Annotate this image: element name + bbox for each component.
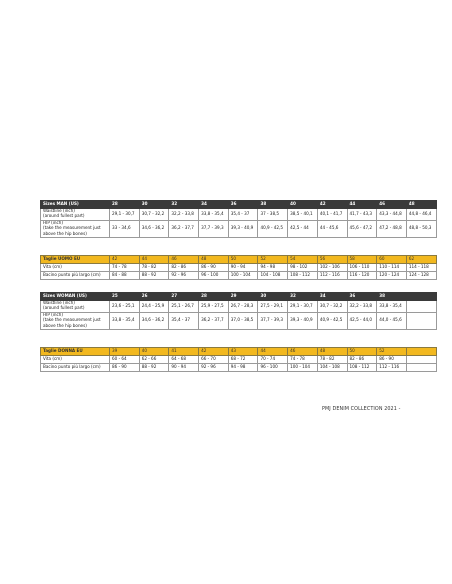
size-cell: 24,4 - 25,9 [139, 301, 169, 313]
row-label: Taglie UOMO EU [41, 256, 110, 264]
size-cell: 38,5 - 40,1 [288, 209, 318, 221]
size-cell: 34,6 - 36,2 [139, 312, 169, 329]
size-cell: 44,8 - 46,4 [406, 209, 436, 221]
size-cell: 47,2 - 48,8 [377, 220, 407, 237]
size-cell: 50 [347, 348, 377, 356]
size-cell: 96 - 100 [258, 364, 288, 372]
size-cell: 42 [317, 201, 347, 209]
size-cell: 104 - 108 [258, 272, 288, 280]
size-cell: 124 - 128 [406, 272, 436, 280]
size-cell: 40,1 - 41,7 [317, 209, 347, 221]
size-cell: 28 [110, 201, 140, 209]
size-cell: 40 [139, 348, 169, 356]
size-cell: 88 - 92 [139, 272, 169, 280]
size-cell: 82 - 86 [347, 356, 377, 364]
size-cell: 42,5 - 44 [288, 220, 318, 237]
size-cell: 44 - 45,6 [317, 220, 347, 237]
size-cell: 40,9 - 42,5 [258, 220, 288, 237]
size-cell: 37,7 - 39,3 [199, 220, 229, 237]
donna-vita-row [41, 356, 437, 364]
size-cell [406, 312, 436, 329]
size-cell: 28 [199, 293, 229, 301]
donna-size-table [40, 347, 437, 372]
row-label: Bacino punto più largo (cm) [41, 364, 110, 372]
size-cell: 44 [139, 256, 169, 264]
size-cell: 36 [228, 201, 258, 209]
size-cell: 56 [317, 256, 347, 264]
size-cell: 90 - 94 [169, 364, 199, 372]
man-header-row [41, 201, 437, 209]
size-cell: 34 [317, 293, 347, 301]
size-cell: 108 - 112 [347, 364, 377, 372]
size-cell: 37,0 - 38,5 [228, 312, 258, 329]
size-cell: 60 [377, 256, 407, 264]
size-cell: 36 [347, 293, 377, 301]
size-cell: 108 - 112 [288, 272, 318, 280]
size-cell: 37,7 - 39,3 [258, 312, 288, 329]
size-cell: 78 - 82 [139, 264, 169, 272]
size-cell: 29,1 - 30,7 [110, 209, 140, 221]
size-cell: 35,4 - 37 [169, 312, 199, 329]
size-cell: 43,3 - 44,8 [377, 209, 407, 221]
size-cell: 92 - 96 [199, 364, 229, 372]
size-cell: 96 - 100 [199, 272, 229, 280]
size-cell: 41,7 - 43,3 [347, 209, 377, 221]
size-cell: 42 [199, 348, 229, 356]
size-cell: 114 - 118 [406, 264, 436, 272]
size-cell: 48 [199, 256, 229, 264]
size-cell: 94 - 98 [258, 264, 288, 272]
size-cell: 94 - 98 [228, 364, 258, 372]
size-cell: 82 - 86 [169, 264, 199, 272]
size-cell: 41 [169, 348, 199, 356]
size-cell: 43 [228, 348, 258, 356]
size-cell: 46 [288, 348, 318, 356]
size-cell: 54 [288, 256, 318, 264]
size-cell: 78 - 82 [317, 356, 347, 364]
size-cell: 44,0 - 45,6 [377, 312, 407, 329]
uomo-size-table [40, 255, 437, 280]
man-waist-row [41, 209, 437, 221]
size-cell: 48 [406, 201, 436, 209]
size-cell [406, 301, 436, 313]
size-cell: 60 - 64 [110, 356, 140, 364]
size-cell: 112 - 116 [317, 272, 347, 280]
size-cell: 29,1 - 30,7 [288, 301, 318, 313]
size-cell: 39 [110, 348, 140, 356]
woman-size-table [40, 292, 437, 330]
size-cell: 33,8 - 35,4 [110, 312, 140, 329]
size-cell: 62 [406, 256, 436, 264]
size-cell: 32,2 - 33,8 [169, 209, 199, 221]
size-cell: 48 [317, 348, 347, 356]
size-cell: 86 - 90 [110, 364, 140, 372]
size-cell: 58 [347, 256, 377, 264]
size-cell: 30 [258, 293, 288, 301]
size-cell: 30,7 - 32,2 [317, 301, 347, 313]
size-cell: 32,2 - 33,8 [347, 301, 377, 313]
row-label: Waistline (inch) (around fullest part) [41, 209, 110, 221]
size-cell: 32 [288, 293, 318, 301]
woman-waist-row [41, 301, 437, 313]
uomo-bacino-row [41, 272, 437, 280]
size-cell: 64 - 68 [169, 356, 199, 364]
size-cell: 27 [169, 293, 199, 301]
size-cell: 33,8 - 35,4 [199, 209, 229, 221]
size-cell: 52 [377, 348, 407, 356]
size-cell: 26,7 - 28,3 [228, 301, 258, 313]
size-cell: 100 - 104 [228, 272, 258, 280]
row-label: Bacino punto più largo (cm) [41, 272, 110, 280]
size-cell: 98 - 102 [288, 264, 318, 272]
uomo-vita-row [41, 264, 437, 272]
uomo-header-row [41, 256, 437, 264]
size-cell: 90 - 94 [228, 264, 258, 272]
size-cell [406, 348, 436, 356]
size-cell: 68 - 72 [228, 356, 258, 364]
size-cell: 40 [288, 201, 318, 209]
size-cell: 86 - 90 [377, 356, 407, 364]
row-label: Vita (cm) [41, 356, 110, 364]
size-cell: 110 - 114 [377, 264, 407, 272]
size-cell: 42,5 - 44,0 [347, 312, 377, 329]
size-cell: 27,5 - 29,1 [258, 301, 288, 313]
size-cell: 44 [258, 348, 288, 356]
size-cell: 104 - 108 [317, 364, 347, 372]
man-hip-row [41, 220, 437, 237]
size-cell: 100 - 104 [288, 364, 318, 372]
size-cell: 116 - 120 [347, 272, 377, 280]
size-cell [406, 356, 436, 364]
size-cell: 33 - 34,6 [110, 220, 140, 237]
size-cell: 37 - 38,5 [258, 209, 288, 221]
woman-hip-row [41, 312, 437, 329]
size-cell [406, 293, 436, 301]
size-cell: 62 - 66 [139, 356, 169, 364]
size-cell: 36,2 - 37,7 [169, 220, 199, 237]
size-cell: 42 [110, 256, 140, 264]
size-cell: 46 [377, 201, 407, 209]
size-cell: 46 [169, 256, 199, 264]
size-cell: 39,3 - 40,9 [228, 220, 258, 237]
size-cell: 26 [139, 293, 169, 301]
size-cell: 66 - 70 [199, 356, 229, 364]
size-cell: 38 [258, 201, 288, 209]
size-cell: 106 - 110 [347, 264, 377, 272]
size-cell: 92 - 96 [169, 272, 199, 280]
woman-header-row [41, 293, 437, 301]
size-cell: 33,8 - 35,4 [377, 301, 407, 313]
size-cell: 34,6 - 36,2 [139, 220, 169, 237]
size-cell: 39,3 - 40,9 [288, 312, 318, 329]
size-cell: 86 - 90 [199, 264, 229, 272]
size-cell: 40,9 - 42,5 [317, 312, 347, 329]
donna-bacino-row [41, 364, 437, 372]
size-cell: 29 [228, 293, 258, 301]
row-label: Sizes WOMAN (US) [41, 293, 110, 301]
size-cell: 88 - 92 [139, 364, 169, 372]
size-cell: 48,8 - 50,3 [406, 220, 436, 237]
size-cell: 45,6 - 47,2 [347, 220, 377, 237]
row-label: HIP (inch) (take the measurement just above the hip bones) [41, 220, 110, 237]
size-cell: 84 - 88 [110, 272, 140, 280]
size-cell: 25,1 - 26,7 [169, 301, 199, 313]
row-label: Vita (cm) [41, 264, 110, 272]
row-label: Sizes MAN (US) [41, 201, 110, 209]
size-cell: 74 - 78 [288, 356, 318, 364]
row-label: HIP (inch) (take the measurement just above the hip bones) [41, 312, 110, 329]
size-cell [406, 364, 436, 372]
size-cell: 102 - 106 [317, 264, 347, 272]
size-cell: 52 [258, 256, 288, 264]
size-cell: 35,4 - 37 [228, 209, 258, 221]
size-cell: 23,6 - 25,1 [110, 301, 140, 313]
size-cell: 25 [110, 293, 140, 301]
size-cell: 50 [228, 256, 258, 264]
row-label: Waistline (inch) (around fullest part) [41, 301, 110, 313]
man-size-table [40, 200, 437, 238]
size-cell: 30 [139, 201, 169, 209]
size-cell: 112 - 116 [377, 364, 407, 372]
size-cell: 74 - 78 [110, 264, 140, 272]
row-label: Taglie DONNA EU [41, 348, 110, 356]
collection-footer: PMJ DENIM COLLECTION 2021 - [322, 406, 401, 412]
size-cell: 120 - 124 [377, 272, 407, 280]
size-cell: 38 [377, 293, 407, 301]
size-cell: 30,7 - 32,2 [139, 209, 169, 221]
size-cell: 34 [199, 201, 229, 209]
size-cell: 36,2 - 37,7 [199, 312, 229, 329]
size-cell: 70 - 74 [258, 356, 288, 364]
size-cell: 44 [347, 201, 377, 209]
donna-header-row [41, 348, 437, 356]
size-cell: 25,9 - 27,5 [199, 301, 229, 313]
size-cell: 32 [169, 201, 199, 209]
